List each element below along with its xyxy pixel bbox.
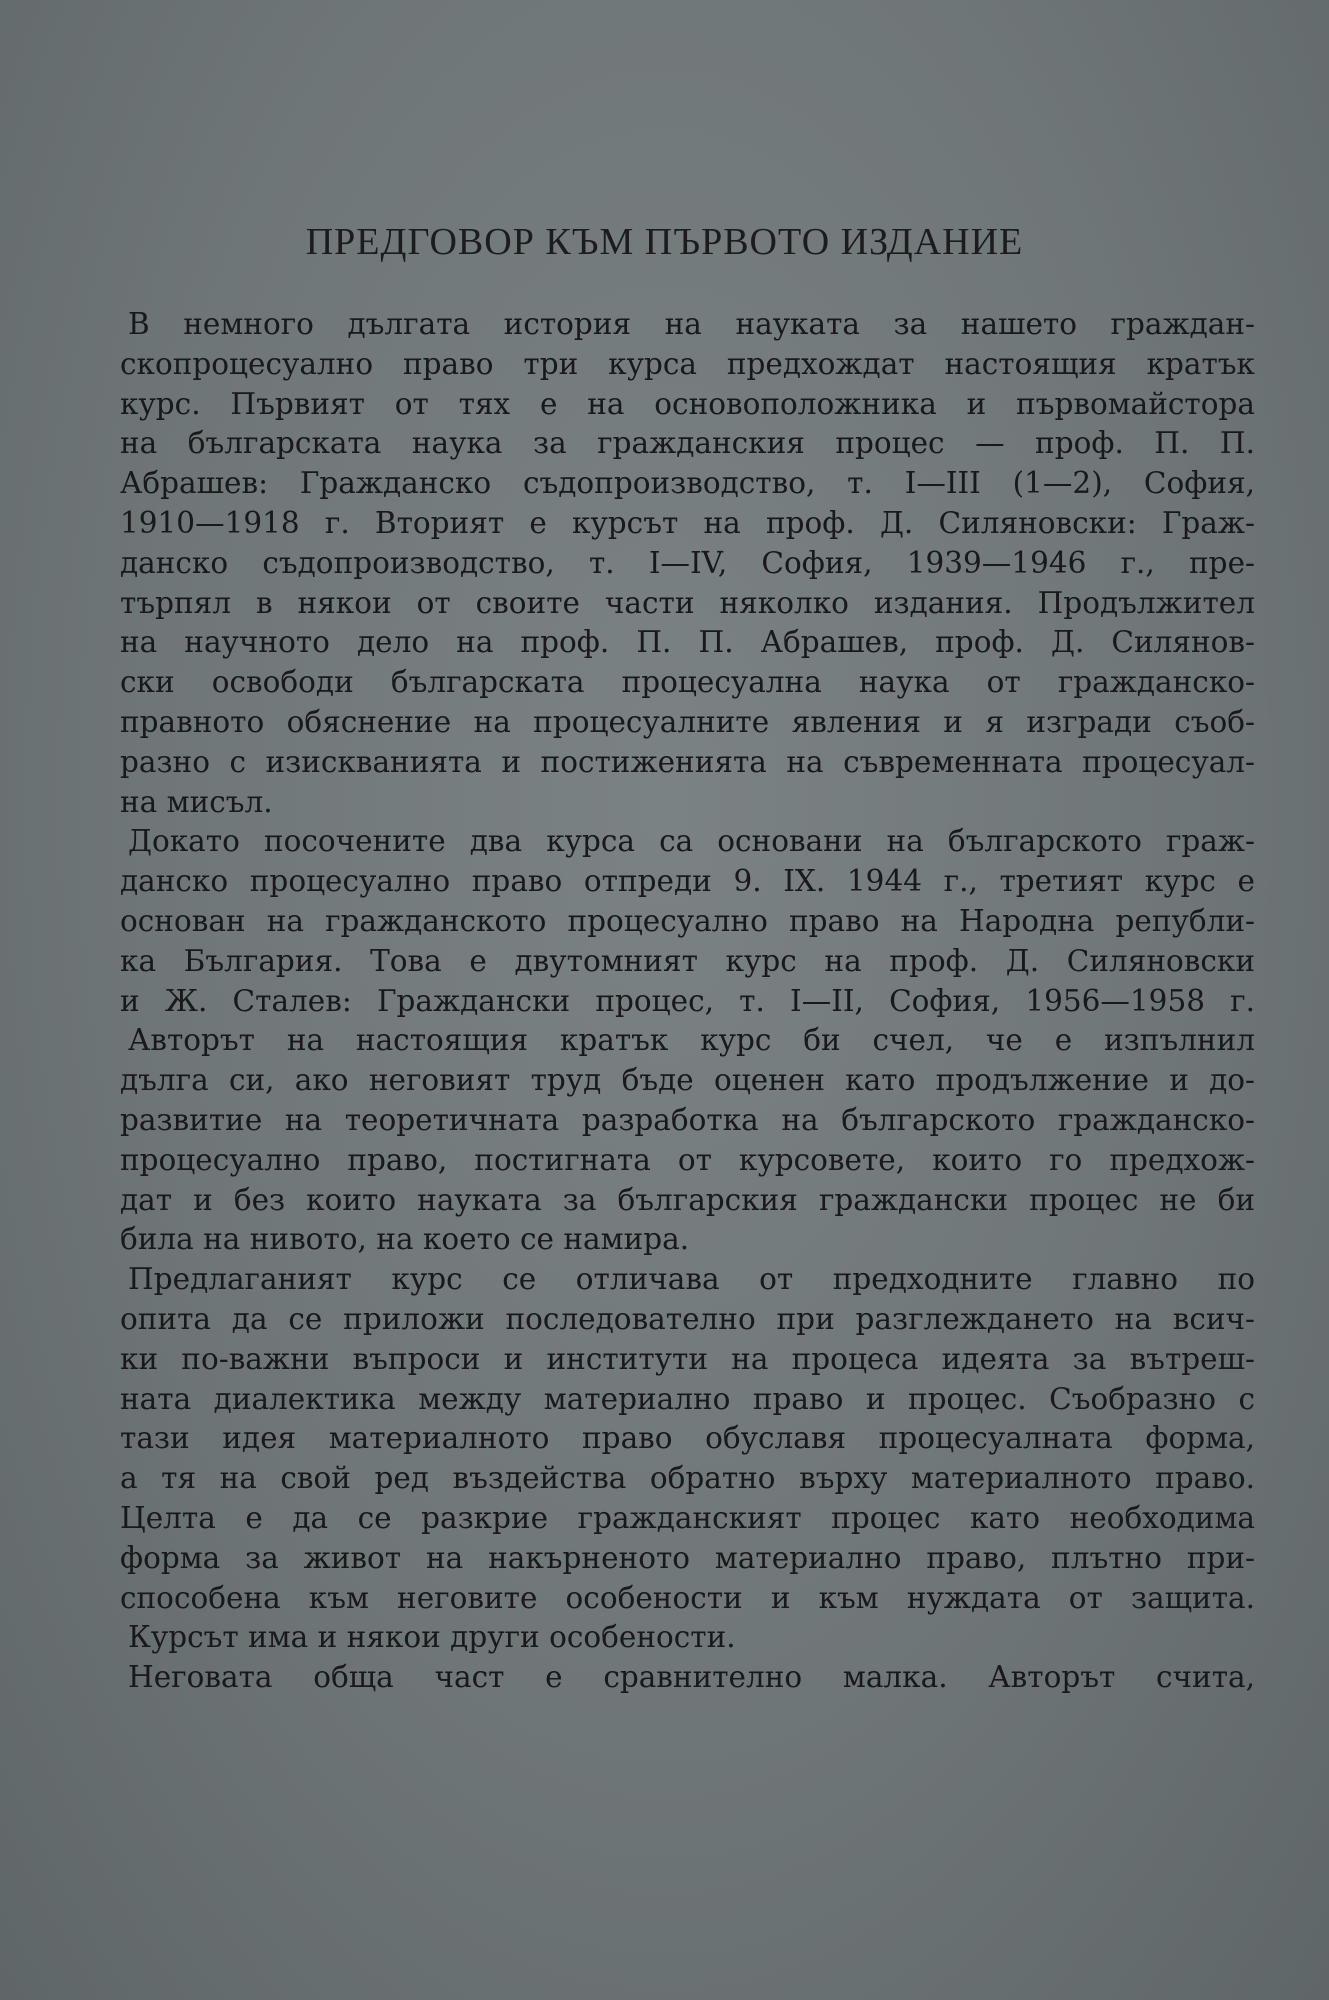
text-line: основан на гражданското процесуално право на Народна републи-: [120, 903, 1255, 938]
text-line: способена към неговите особености и към нуждата от защита.: [120, 1580, 1255, 1615]
text-line: Авторът на настоящия кратък курс би счел, че е изпълнил: [128, 1023, 1255, 1058]
text-line: търпял в някои от своите части няколко издания. Продължител: [120, 585, 1255, 620]
text-line: форма за живот на накърненото материално право, плътно при-: [120, 1540, 1255, 1575]
text-line: процесуално право, постигната от курсовете, които го предхож-: [120, 1142, 1255, 1177]
text-line: разно с изискванията и постиженията на съвременната процесуал-: [120, 744, 1255, 779]
text-line: Целта е да се разкрие гражданският процес като необходима: [120, 1500, 1255, 1535]
text-line: ната диалектика между материално право и процес. Съобразно с: [120, 1381, 1255, 1416]
text-line: а тя на свой ред въздейства обратно върху материалното право.: [120, 1461, 1255, 1496]
text-line: В немного дългата история на науката за нашето граждан-: [128, 307, 1255, 341]
text-line: Абрашев: Гражданско съдопроизводство, т. I—III (1—2), София,: [120, 466, 1255, 501]
text-line: 1910—1918 г. Вторият е курсът на проф. Д. Силяновски: Граж-: [120, 505, 1255, 540]
text-line: Докато посочените два курса са основани на българското граж-: [128, 824, 1255, 859]
text-line: ки по-важни въпроси и институти на процеса идеята за вътреш-: [120, 1341, 1255, 1376]
text-line: опита да се приложи последователно при разглеждането на всич-: [120, 1301, 1255, 1336]
text-line: Предлаганият курс се отличава от предходните главно по: [128, 1262, 1255, 1297]
text-line: правното обяснение на процесуалните явления и я изгради съоб-: [120, 704, 1255, 739]
page-heading: ПРЕДГОВОР КЪМ ПЪРВОТО ИЗДАНИЕ: [305, 221, 1024, 263]
body-text: [120, 305, 1255, 1698]
text-line: била на нивото, на което се намира.: [120, 1222, 690, 1257]
text-line: Курсът има и някои други особености.: [128, 1620, 736, 1655]
text-line: тази идея материалното право обуславя процесуалната форма,: [120, 1421, 1255, 1456]
text-line: курс. Първият от тях е на основоположника и първомайстора: [120, 386, 1255, 421]
text-line: дълга си, ако неговият труд бъде оценен като продължение и до-: [120, 1063, 1255, 1098]
text-line: развитие на теоретичната разработка на българското гражданско-: [120, 1102, 1255, 1137]
text-line: на научното дело на проф. П. П. Абрашев, проф. Д. Силянов-: [120, 625, 1255, 660]
text-line: и Ж. Сталев: Граждански процес, т. I—II, София, 1956—1958 г.: [120, 983, 1255, 1018]
text-line: ски освободи българската процесуална наука от гражданско-: [120, 665, 1255, 700]
text-line: данско процесуално право отпреди 9. IX. 1944 г., третият курс е: [120, 864, 1255, 899]
text-line: на мисъл.: [120, 784, 273, 819]
text-line: данско съдопроизводство, т. I—IV, София, 1939—1946 г., пре-: [120, 545, 1255, 580]
text-line: ка България. Това е двутомният курс на проф. Д. Силяновски: [120, 943, 1255, 978]
text-line: дат и без които науката за българския граждански процес не би: [120, 1182, 1255, 1217]
text-line: Неговата обща част е сравнително малка. Авторът счита,: [128, 1660, 1255, 1695]
text-line: скопроцесуално право три курса предхождат настоящия кратък: [120, 346, 1255, 381]
text-line: на българската наука за гражданския процес — проф. П. П.: [120, 426, 1255, 461]
